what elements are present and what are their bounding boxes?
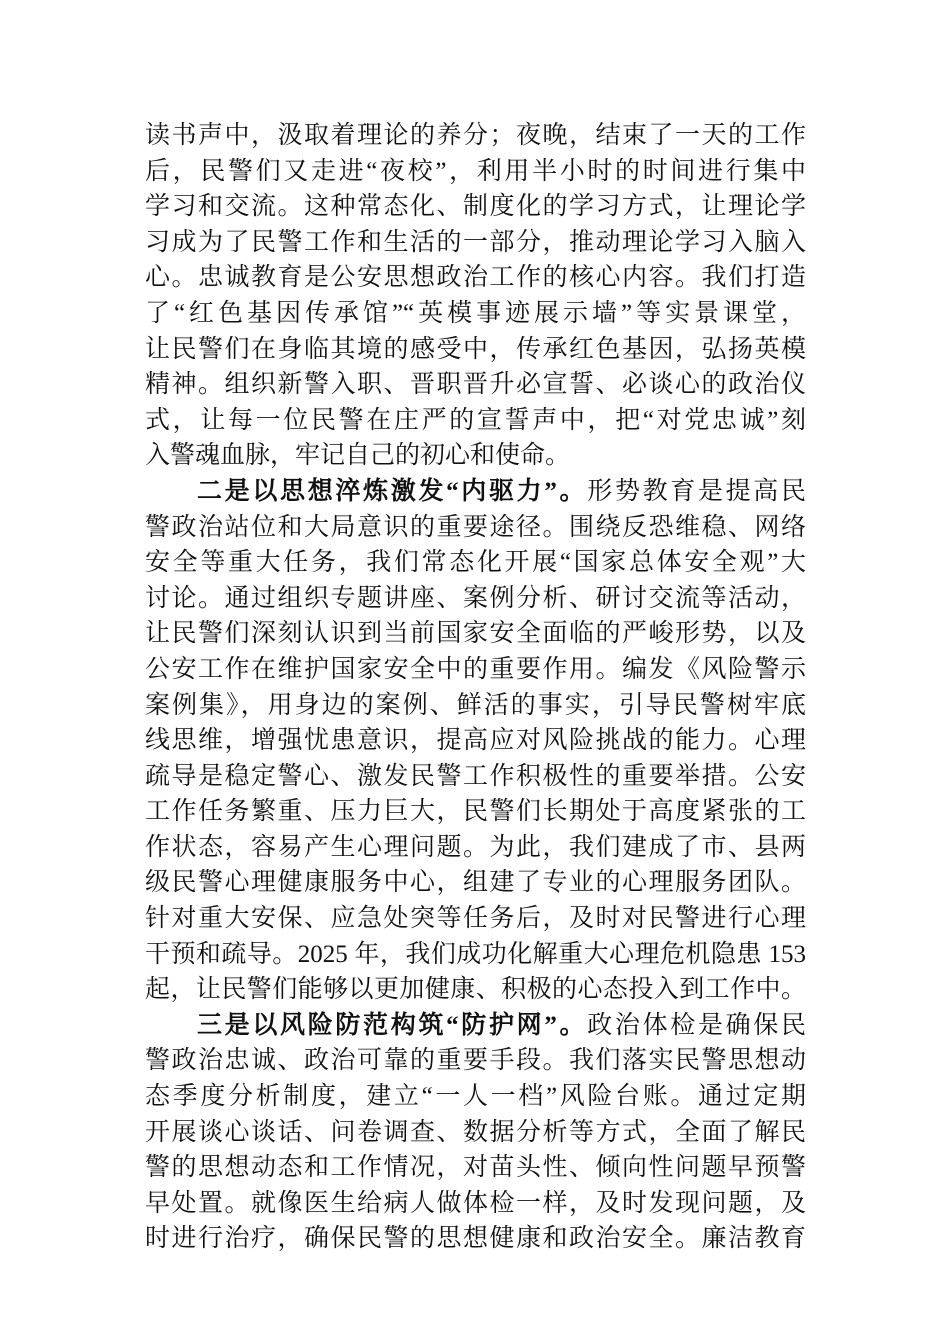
text-line bbox=[145, 367, 806, 403]
line-text: 警政治忠诚、政治可靠的重要手段。我们落实民警思想动 bbox=[145, 1047, 806, 1075]
line-text: 讨论。通过组织专题讲座、案例分析、研讨交流等活动， bbox=[145, 584, 806, 612]
text-line bbox=[145, 723, 806, 759]
line-text: 安全等重大任务，我们常态化开展“国家总体安全观”大 bbox=[145, 549, 806, 577]
line-text: 让民警们在身临其境的感受中，传承红色基因，弘扬英模 bbox=[145, 335, 806, 363]
text-line bbox=[145, 794, 806, 830]
line-text: 让民警们深刻认识到当前国家安全面临的严峻形势，以及 bbox=[145, 620, 806, 648]
text-line bbox=[145, 438, 806, 474]
line-text: 早处置。就像医生给病人做体检一样，及时发现问题，及 bbox=[145, 1189, 806, 1217]
line-text: 时进行治疗，确保民警的思想健康和政治安全。廉洁教育 bbox=[145, 1225, 806, 1253]
line-text: 疏导是稳定警心、激发民警工作积极性的重要举措。公安 bbox=[145, 762, 806, 790]
text-line bbox=[145, 545, 806, 581]
line-text: 后，民警们又走进“夜校”，利用半小时的时间进行集中 bbox=[145, 157, 806, 185]
text-line bbox=[145, 225, 806, 261]
line-text: 开展谈心谈话、问卷调查、数据分析等方式，全面了解民 bbox=[145, 1118, 806, 1146]
text-line bbox=[145, 759, 806, 795]
text-line bbox=[145, 1186, 806, 1222]
text-line bbox=[145, 118, 806, 154]
text-line bbox=[145, 1008, 806, 1044]
line-text: 精神。组织新警入职、晋职晋升必宣誓、必谈心的政治仪 bbox=[145, 371, 806, 399]
line-text: 读书声中，汲取着理论的养分；夜晚，结束了一天的工作 bbox=[145, 122, 806, 149]
text-line bbox=[145, 474, 806, 510]
text-line bbox=[145, 688, 806, 724]
line-text: 警政治站位和大局意识的重要途径。围绕反恐维稳、网络 bbox=[145, 513, 806, 541]
line-text: 干预和疏导。2025 年，我们成功化解重大心理危机隐患 153 bbox=[145, 940, 806, 968]
text-line bbox=[145, 901, 806, 937]
document-page bbox=[145, 118, 806, 1257]
line-text: 入警魂血脉，牢记自己的初心和使命。 bbox=[145, 442, 571, 470]
line-text: 警的思想动态和工作情况，对苗头性、倾向性问题早预警 bbox=[145, 1154, 806, 1182]
line-text: 学习和交流。这种常态化、制度化的学习方式，让理论学 bbox=[145, 193, 806, 221]
line-text: 心。忠诚教育是公安思想政治工作的核心内容。我们打造 bbox=[145, 264, 806, 292]
line-text: 案例集》，用身边的案例、鲜活的事实，引导民警树牢底 bbox=[145, 691, 806, 719]
text-line bbox=[145, 1079, 806, 1115]
line-text: 线思维，增强忧患意识，提高应对风险挑战的能力。心理 bbox=[145, 727, 806, 755]
text-line bbox=[145, 1115, 806, 1151]
section-heading: 三是以风险防范构筑“防护网”。 bbox=[197, 1011, 588, 1039]
text-line bbox=[145, 296, 806, 332]
text-line bbox=[145, 1043, 806, 1079]
line-text: 态季度分析制度，建立“一人一档”风险台账。通过定期 bbox=[145, 1083, 806, 1111]
line-text: 了“红色基因传承馆”“英模事迹展示墙”等实景课堂， bbox=[145, 299, 806, 327]
section-heading: 二是以思想淬炼激发“内驱力”。 bbox=[197, 477, 588, 505]
text-line bbox=[145, 189, 806, 225]
line-text: 工作任务繁重、压力巨大，民警们长期处于高度紧张的工 bbox=[145, 798, 806, 826]
line-text: 起，让民警们能够以更加健康、积极的心态投入到工作中。 bbox=[145, 976, 806, 1004]
line-text: 级民警心理健康服务中心，组建了专业的心理服务团队。 bbox=[145, 869, 806, 897]
text-line bbox=[145, 1221, 806, 1257]
text-line bbox=[145, 581, 806, 617]
text-line bbox=[145, 830, 806, 866]
text-line bbox=[145, 652, 806, 688]
text-line bbox=[145, 403, 806, 439]
text-line bbox=[145, 937, 806, 973]
text-line bbox=[145, 510, 806, 546]
line-text: 针对重大安保、应急处突等任务后，及时对民警进行心理 bbox=[145, 905, 806, 933]
text-line bbox=[145, 616, 806, 652]
text-line bbox=[145, 865, 806, 901]
text-line bbox=[145, 260, 806, 296]
line-text: 作状态，容易产生心理问题。为此，我们建成了市、县两 bbox=[145, 833, 806, 861]
text-line bbox=[145, 1150, 806, 1186]
text-line bbox=[145, 972, 806, 1008]
text-line bbox=[145, 332, 806, 368]
line-text: 公安工作在维护国家安全中的重要作用。编发《风险警示 bbox=[145, 655, 806, 683]
line-text: 政治体检是确保民 bbox=[587, 1011, 806, 1039]
line-text: 形势教育是提高民 bbox=[587, 477, 806, 505]
line-text: 式，让每一位民警在庄严的宣誓声中，把“对党忠诚”刻 bbox=[145, 406, 806, 434]
text-line bbox=[145, 154, 806, 190]
line-text: 习成为了民警工作和生活的一部分，推动理论学习入脑入 bbox=[145, 228, 806, 256]
